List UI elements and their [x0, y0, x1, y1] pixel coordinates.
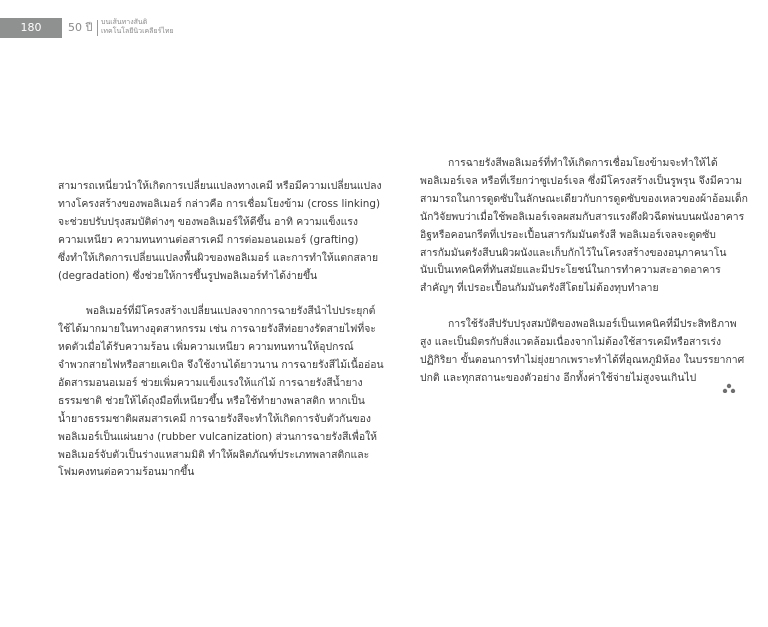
- text-line: จะช่วยปรับปรุงสมบัติต่างๆ ของพอลิเมอร์ให้ดีขึ้น อาทิ ความแข็งแรง: [58, 215, 358, 228]
- running-header: [0, 18, 200, 38]
- text-line: ปฏิกิริยา ขั้นตอนการทำไม่ยุ่งยากเพราะทำได้ที่อุณหภูมิห้อง ในบรรยากาศ: [420, 353, 745, 366]
- header-series-line2: เทคโนโลยีนิวเคลียร์ไทย: [101, 27, 174, 35]
- header-divider: [97, 20, 98, 36]
- text-line: สูง และเป็นมิตรกับสิ่งแวดล้อมเนื่องจากไม่ต้องใช้สารเคมีหรือสารเร่ง: [420, 336, 722, 349]
- text-line: สำคัญๆ ที่เปรอะเปื้อนกัมมันตรังสีโดยไม่ต้องทุบทำลาย: [420, 282, 659, 295]
- right-paragraph-1: [420, 155, 755, 298]
- text-line: (degradation) ซึ่งช่วยให้การขึ้นรูปพอลิเมอร์ทำได้ง่ายขึ้น: [58, 269, 318, 282]
- right-column: [420, 155, 755, 388]
- text-line: น้ำยางธรรมชาติผสมสารเคมี การฉายรังสีจะทำให้เกิดการจับตัวกันของ: [58, 412, 371, 425]
- text-line: ปกติ และทุกสถานะของตัวอย่าง อีกทั้งค่าใช้จ่ายไม่สูงจนเกินไป: [420, 371, 697, 384]
- text-line: โฟมคงทนต่อความร้อนมากขึ้น: [58, 466, 195, 479]
- text-line: จำพวกสายไฟหรือสายเคเบิล จึงใช้งานได้ยาวนาน การฉายรังสีไม้เนื้ออ่อน: [58, 359, 384, 372]
- text-line: นับเป็นเทคนิคที่ทันสมัยและมีประโยชน์ในการทำความสะอาดอาคาร: [420, 264, 721, 277]
- radiation-trefoil-icon: [722, 383, 736, 393]
- header-series-title: [101, 18, 211, 36]
- paragraph-gap: [420, 298, 755, 316]
- text-line: ใช้ได้มากมายในทางอุตสาหกรรม เช่น การฉายรังสีท่อยางรัดสายไฟที่จะ: [58, 323, 376, 336]
- text-line: พอลิเมอร์ที่มีโครงสร้างเปลี่ยนแปลงจากการฉายรังสีนำไปประยุกต์: [86, 305, 376, 318]
- text-line: สามารถในการดูดซับในลักษณะเดียวกับการดูดซับของเหลวของผ้าอ้อมเด็ก: [420, 192, 748, 205]
- text-line: พอลิเมอร์เป็นแผ่นยาง (rubber vulcanization) ส่วนการฉายรังสีเพื่อให้: [58, 430, 377, 443]
- text-line: ทางโครงสร้างของพอลิเมอร์ กล่าวคือ การเชื่อมโยงข้าม (cross linking): [58, 197, 381, 210]
- text-line: ความเหนียว ความทนทานต่อสารเคมี การต่อมอนอเมอร์ (grafting): [58, 233, 359, 246]
- text-line: พอลิเมอร์เจล หรือที่เรียกว่าซูเปอร์เจล ซึ่งมีโครงสร้างเป็นรูพรุน จึงมีความ: [420, 174, 743, 187]
- text-line: นักวิจัยพบว่าเมื่อใช้พอลิเมอร์เจลผสมกับสารแรงตึงผิวฉีดพ่นบนผนังอาคาร: [420, 210, 745, 223]
- page-number: 180: [0, 18, 62, 38]
- text-line: พอลิเมอร์จับตัวเป็นร่างแหสามมิติ ทำให้ผลิตภัณฑ์ประเภทพลาสติกและ: [58, 448, 370, 461]
- left-paragraph-1: [58, 178, 388, 285]
- text-line: ซึ่งทำให้เกิดการเปลี่ยนแปลงพื้นผิวของพอลิเมอร์ และการทำให้แตกสลาย: [58, 251, 379, 264]
- text-line: การฉายรังสีพอลิเมอร์ที่ทำให้เกิดการเชื่อมโยงข้ามจะทำให้ได้: [448, 157, 718, 169]
- left-column: [58, 178, 388, 482]
- left-paragraph-2: [58, 303, 388, 482]
- text-line: อิฐหรือคอนกรีตที่เปรอะเปื้อนสารกัมมันตรังสี พอลิเมอร์เจลจะดูดซับ: [420, 228, 716, 241]
- text-line: หดตัวเมื่อได้รับความร้อน เพิ่มความเหนียว ความทนทานให้อุปกรณ์: [58, 341, 354, 354]
- text-line: สามารถเหนี่ยวนำให้เกิดการเปลี่ยนแปลงทางเคมี หรือมีความเปลี่ยนแปลง: [58, 180, 382, 192]
- right-paragraph-2: [420, 316, 755, 388]
- text-line: อัดสารมอนอเมอร์ ช่วยเพิ่มความแข็งแรงให้แก่ไม้ การฉายรังสีน้ำยาง: [58, 376, 363, 389]
- text-line: สารกัมมันตรังสีบนผิวผนังและเก็บกักไว้ในโครงสร้างของอนุภาคนาโน: [420, 246, 727, 259]
- text-line: การใช้รังสีปรับปรุงสมบัติของพอลิเมอร์เป็นเทคนิคที่มีประสิทธิภาพ: [448, 318, 737, 331]
- header-years: 50 ปี: [68, 21, 93, 34]
- text-line: ธรรมชาติ ช่วยให้ได้ถุงมือที่เหนียวขึ้น หรือใช้ทำยางพลาสติก หากเป็น: [58, 394, 365, 407]
- paragraph-gap: [58, 285, 388, 303]
- header-series-line1: บนเส้นทางสันติ: [101, 18, 148, 26]
